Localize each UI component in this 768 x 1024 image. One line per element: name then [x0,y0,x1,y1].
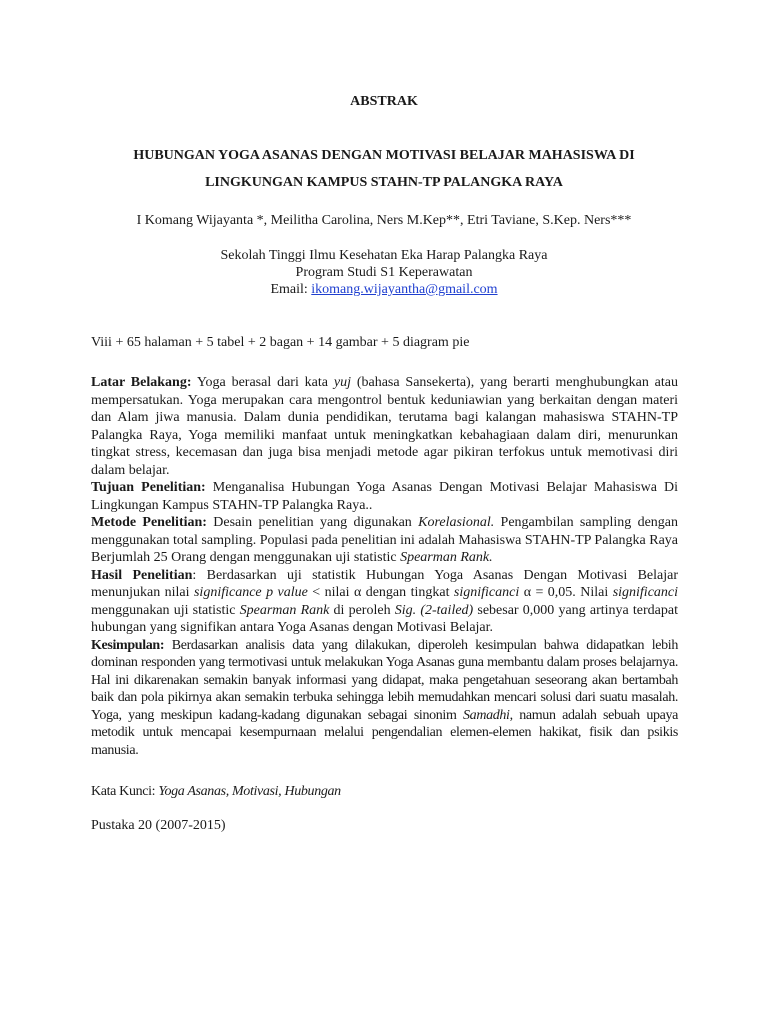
section-metode [91,514,678,567]
authors: I Komang Wijayanta *, Meilitha Carolina, Ners M.Kep**, Etri Taviane, S.Kep. Ners*** [136,213,632,228]
hasil-text-2: < nilai α dengan tingkat [307,585,454,600]
hasil-text-3: α = 0,05. Nilai [519,585,613,600]
summary-line: Viii + 65 halaman + 5 tabel + 2 bagan + 14 gambar + 5 diagram pie [91,335,470,350]
title-line-2: LINGKUNGAN KAMPUS STAHN-TP PALANGKA RAYA [205,175,563,190]
section-hasil [91,567,678,637]
keywords-value: Yoga Asanas, Motivasi, Hubungan [158,784,341,799]
hasil-italic-3: significanci [612,585,679,600]
program-study: Program Studi S1 Keperawatan [295,265,473,280]
hasil-italic-1: significance p value [193,585,308,600]
section-latar-belakang [91,374,678,479]
pustaka-line: Pustaka 20 (2007-2015) [91,818,226,833]
hasil-text-6: sebesar 0,000 yang artinya terdapat hubungan yang signifikan antara Yoga Asanas dengan Motivasi Belajar. [91,602,678,635]
latar-text-1: Yoga berasal dari kata [191,375,334,390]
email-line [0,282,768,298]
title-line-1: HUBUNGAN YOGA ASANAS DENGAN MOTIVASI BELAJAR MAHASISWA DI [133,148,635,163]
email-label: Email: [270,282,312,297]
hasil-italic-2: significanci [453,585,520,600]
hasil-text-1: : Berdasarkan uji statistik Hubungan Yoga Asanas Dengan Motivasi Belajar menunjukan nilai [91,567,679,600]
latar-belakang-label: Latar Belakang: [91,375,192,390]
institution: Sekolah Tinggi Ilmu Kesehatan Eka Harap Palangka Raya [220,248,548,263]
hasil-label: Hasil Penelitian [91,567,193,583]
kesimpulan-text-1: Berdasarkan analisis data yang dilakukan, diperoleh kesimpulan bahwa didapatkan lebih dominan responden yang termotivasi untuk melakukan Yoga Asanas guna membantu dalam proses belajarnya. Hal ini dikarenakan semakin banyak informasi yang didapat, maka pengetahuan seseorang akan bertambah baik dan pola pikirnya akan semakin terbuka sehingga lebih memudahkan mencari solusi dari suatu masalah. Yoga, yang meskipun kadang-kadang digunakan sebagai sinonim [91,637,678,723]
metode-text-2: Pengambilan sampling dengan menggunakan total sampling. Populasi pada penelitian ini adalah Mahasiswa STAHN-TP Palangka Raya Berjumlah 25 Orang dengan menggunakan uji statistic [91,515,679,565]
metode-italic-1: Korelasional. [418,515,495,530]
metode-text-1: Desain penelitian yang digunakan [206,515,419,530]
keywords-line [91,784,341,800]
section-kesimpulan [91,637,678,760]
keywords-label: Kata Kunci: [91,784,159,799]
hasil-italic-5: Sig. (2-tailed) [394,602,474,618]
email-link[interactable]: ikomang.wijayantha@gmail.com [311,282,498,297]
tujuan-label: Tujuan Penelitian: [91,480,206,495]
abstract-body [91,374,678,759]
kesimpulan-italic-1: Samadhi [463,707,510,723]
latar-italic-1: yuj [333,375,351,390]
abstract-heading: ABSTRAK [350,94,418,109]
hasil-text-4: menggunakan uji statistic [91,602,240,618]
latar-text-2: (bahasa Sansekerta), yang berarti menghubungkan atau mempersatukan. Yoga merupakan cara mengontrol bentuk keduniawian yang berkaitan dengan materi dan Alam jiwa manusia. Dalam dunia pendidikan, terutama bagi kalangan mahasiswa STAHN-TP Palangka Raya, Yoga memiliki manfaat untuk meningkatkan kebahagiaan dalam diri, menurunkan tingkat stress, kecemasan dan juga bisa menjadi metode agar pikiran terfokus untuk memotivasi diri dalam belajar. [91,375,678,478]
kesimpulan-label: Kesimpulan: [91,637,165,653]
hasil-text-5: di peroleh [329,602,395,618]
section-tujuan [91,479,678,514]
kesimpulan-text-2: , namun adalah sebuah upaya metodik untuk mencapai kesempurnaan melalui pengendalian elemen-elemen hakikat, fisik dan psikis manusia. [91,707,678,758]
metode-italic-2: Spearman Rank. [400,550,493,565]
metode-label: Metode Penelitian: [91,515,207,530]
hasil-italic-4: Spearman Rank [239,602,330,618]
tujuan-text: Menganalisa Hubungan Yoga Asanas Dengan Motivasi Belajar Mahasiswa Di Lingkungan Kampus STAHN-TP Palangka Raya.. [91,480,678,513]
